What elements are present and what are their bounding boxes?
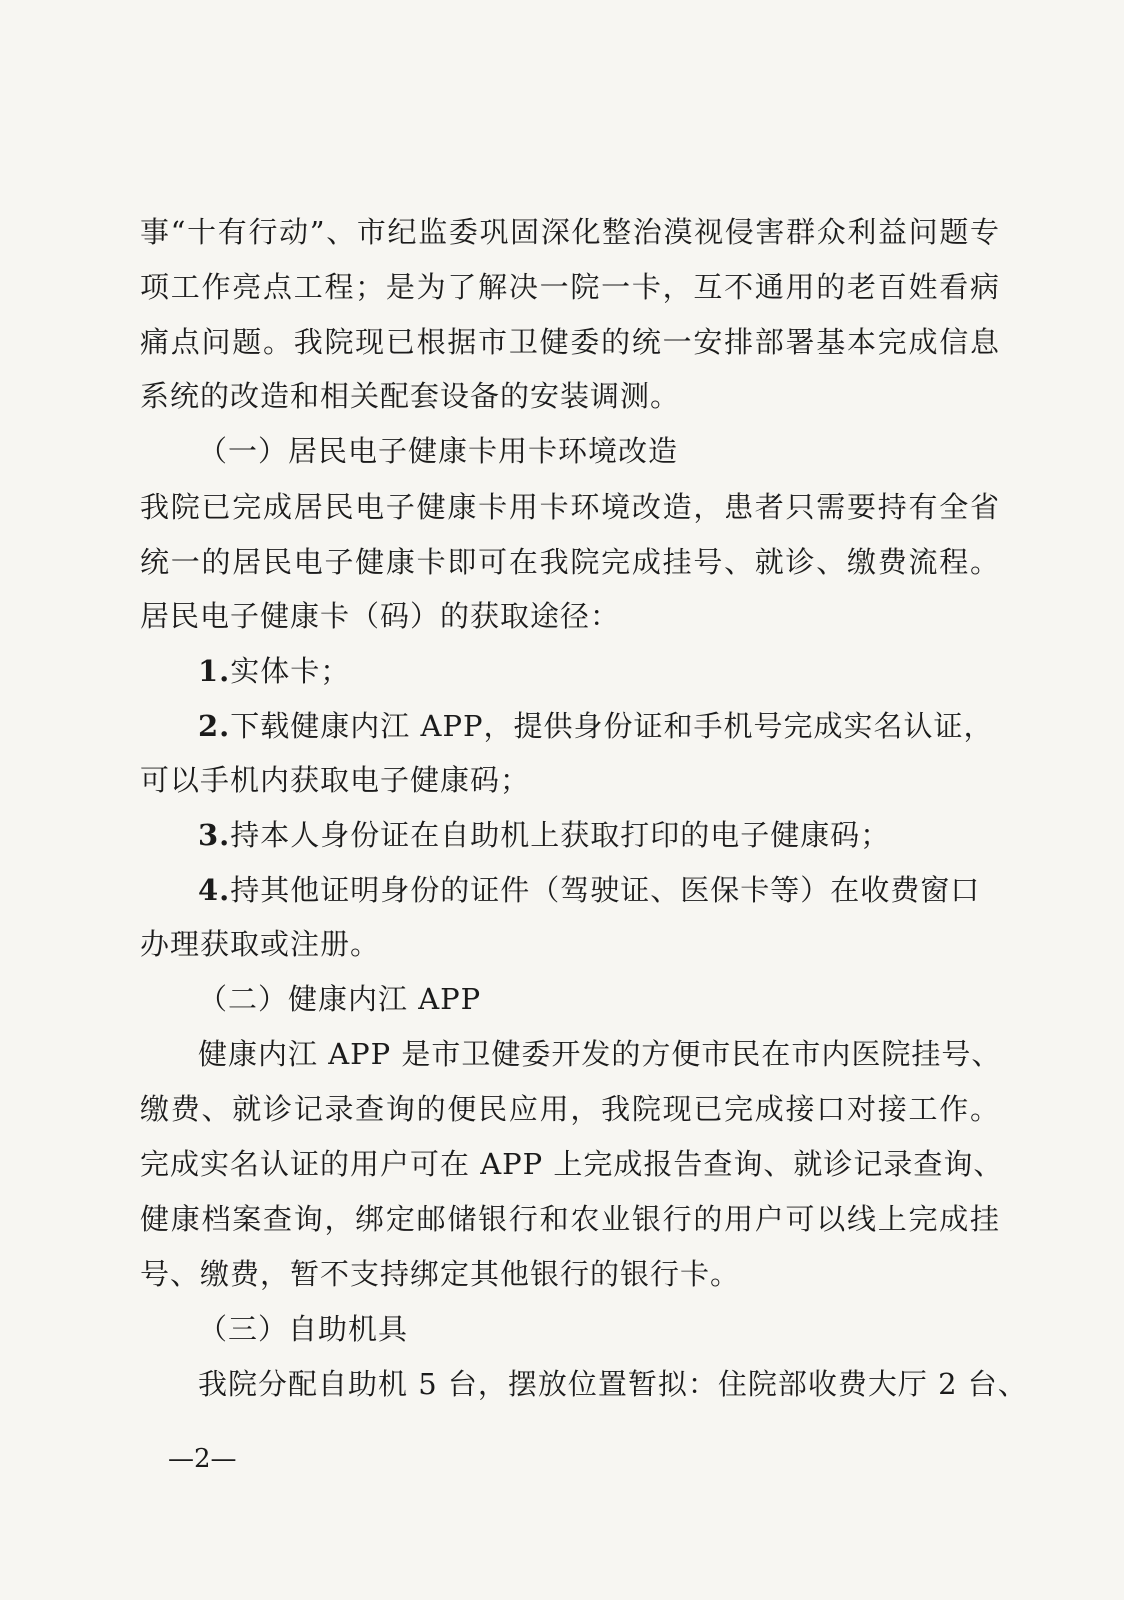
section-heading-1: （一）居民电子健康卡用卡环境改造 xyxy=(198,434,679,468)
section-heading-2: （二）健康内江 APP xyxy=(198,982,482,1016)
page-number: —2— xyxy=(168,1444,237,1474)
list-item-number: 1. xyxy=(198,654,231,688)
list-item-number: 2. xyxy=(198,709,231,743)
list-item xyxy=(198,815,890,855)
paragraph-line: 项工作亮点工程；是为了解决一院一卡，互不通用的老百姓看病 xyxy=(140,270,1000,304)
paragraph-line: 居民电子健康卡（码）的获取途径： xyxy=(140,599,621,633)
list-item-text: 持其他证明身份的证件（驾驶证、医保卡等）在收费窗口 xyxy=(230,873,981,907)
paragraph-line: 统一的居民电子健康卡即可在我院完成挂号、就诊、缴费流程。 xyxy=(140,545,1000,579)
paragraph-line: 系统的改造和相关配套设备的安装调测。 xyxy=(140,379,681,413)
section-heading-3: （三）自助机具 xyxy=(198,1312,409,1346)
list-item-number: 3. xyxy=(198,818,231,852)
paragraph-line: 健康档案查询，绑定邮储银行和农业银行的用户可以线上完成挂 xyxy=(140,1202,1000,1236)
paragraph-line: 痛点问题。我院现已根据市卫健委的统一安排部署基本完成信息 xyxy=(140,325,1000,359)
paragraph-line: 我院分配自助机 5 台，摆放位置暂拟：住院部收费大厅 2 台、 xyxy=(198,1367,1028,1401)
list-item-continuation: 办理获取或注册。 xyxy=(140,927,381,961)
list-item xyxy=(198,706,993,746)
list-item xyxy=(198,651,350,691)
list-item-text: 实体卡； xyxy=(230,654,351,688)
list-item-continuation: 可以手机内获取电子健康码； xyxy=(140,763,531,797)
paragraph-line: 我院已完成居民电子健康卡用卡环境改造，患者只需要持有全省 xyxy=(140,490,1000,524)
list-item-text: 持本人身份证在自助机上获取打印的电子健康码； xyxy=(230,818,891,852)
list-item-number: 4. xyxy=(198,873,231,907)
paragraph-line: 号、缴费，暂不支持绑定其他银行的银行卡。 xyxy=(140,1257,741,1291)
list-item-text: 下载健康内江 APP，提供身份证和手机号完成实名认证， xyxy=(230,709,994,743)
paragraph-line: 完成实名认证的用户可在 APP 上完成报告查询、就诊记录查询、 xyxy=(140,1147,1004,1181)
paragraph-line: 缴费、就诊记录查询的便民应用，我院现已完成接口对接工作。 xyxy=(140,1092,1000,1126)
list-item xyxy=(198,870,980,910)
paragraph-line: 健康内江 APP 是市卫健委开发的方便市民在市内医院挂号、 xyxy=(198,1037,1002,1071)
paragraph-line: 事“十有行动”、市纪监委巩固深化整治漠视侵害群众利益问题专 xyxy=(140,215,1000,249)
